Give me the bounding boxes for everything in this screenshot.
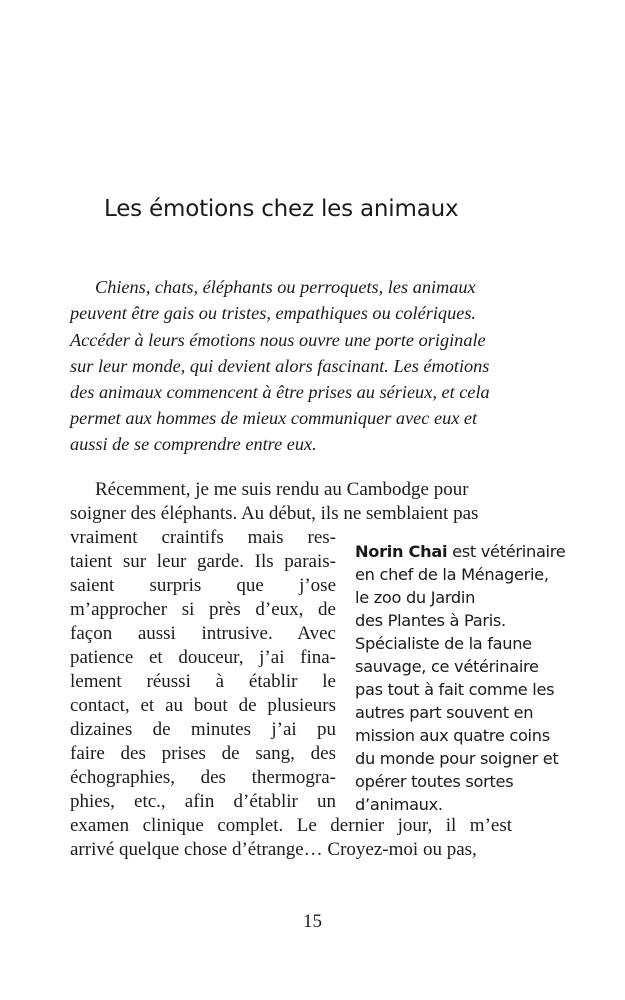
sidebar-line: autres part souvent en — [355, 703, 534, 722]
sidebar-line: opérer toutes sortes — [355, 772, 514, 791]
sidebar-line — [355, 542, 565, 561]
body-line: échographies, des thermogra- — [70, 767, 336, 788]
sidebar-line: du monde pour soigner et — [355, 749, 559, 768]
author-name: Norin Chai — [355, 542, 448, 561]
sidebar-line: mission aux quatre coins — [355, 726, 550, 745]
body-line: faire des prises de sang, des — [70, 743, 336, 764]
body-line: contact, et au bout de plusieurs — [70, 695, 336, 716]
body-line: lement réussi à établir le — [70, 671, 336, 692]
chapter-title: Les émotions chez les animaux — [104, 196, 459, 222]
sidebar-line-text: est vétérinaire — [447, 542, 566, 561]
intro-line: Chiens, chats, éléphants ou perroquets, les animaux — [95, 277, 476, 297]
body-line: examen clinique complet. Le dernier jour, il m’est — [70, 815, 512, 836]
body-line: Récemment, je me suis rendu au Cambodge pour — [95, 479, 469, 500]
body-line: arrivé quelque chose d’étrange… Croyez-moi ou pas, — [70, 839, 477, 860]
intro-line: sur leur monde, qui devient alors fascinant. Les émotions — [70, 356, 490, 376]
intro-line: Accéder à leurs émotions nous ouvre une porte originale — [70, 330, 486, 350]
body-line: phies, etc., afin d’établir un — [70, 791, 336, 812]
intro-line: peuvent être gais ou tristes, empathiques ou colériques. — [70, 303, 477, 323]
sidebar-line: le zoo du Jardin — [355, 588, 476, 607]
body-line: patience et douceur, j’ai fina- — [70, 647, 336, 668]
sidebar-line: pas tout à fait comme les — [355, 680, 555, 699]
intro-line: des animaux commencent à être prises au sérieux, et cela — [70, 382, 490, 402]
body-line: taient sur leur garde. Ils parais- — [70, 551, 336, 572]
sidebar-line: d’animaux. — [355, 795, 443, 814]
intro-line: aussi de se comprendre entre eux. — [70, 434, 317, 454]
body-line: dizaines de minutes j’ai pu — [70, 719, 336, 740]
sidebar-line: Spécialiste de la faune — [355, 634, 532, 653]
intro-line: permet aux hommes de mieux communiquer avec eux et — [70, 408, 478, 428]
body-line: m’approcher si près d’eux, de — [70, 599, 336, 620]
body-line: saient surpris que j’ose — [70, 575, 336, 596]
body-line: vraiment craintifs mais res- — [70, 527, 336, 548]
body-line: façon aussi intrusive. Avec — [70, 623, 336, 644]
sidebar-line: en chef de la Ménagerie, — [355, 565, 549, 584]
page-number: 15 — [303, 911, 322, 932]
sidebar-line: sauvage, ce vétérinaire — [355, 657, 539, 676]
body-line: soigner des éléphants. Au début, ils ne semblaient pas — [70, 503, 479, 524]
sidebar-line: des Plantes à Paris. — [355, 611, 506, 630]
